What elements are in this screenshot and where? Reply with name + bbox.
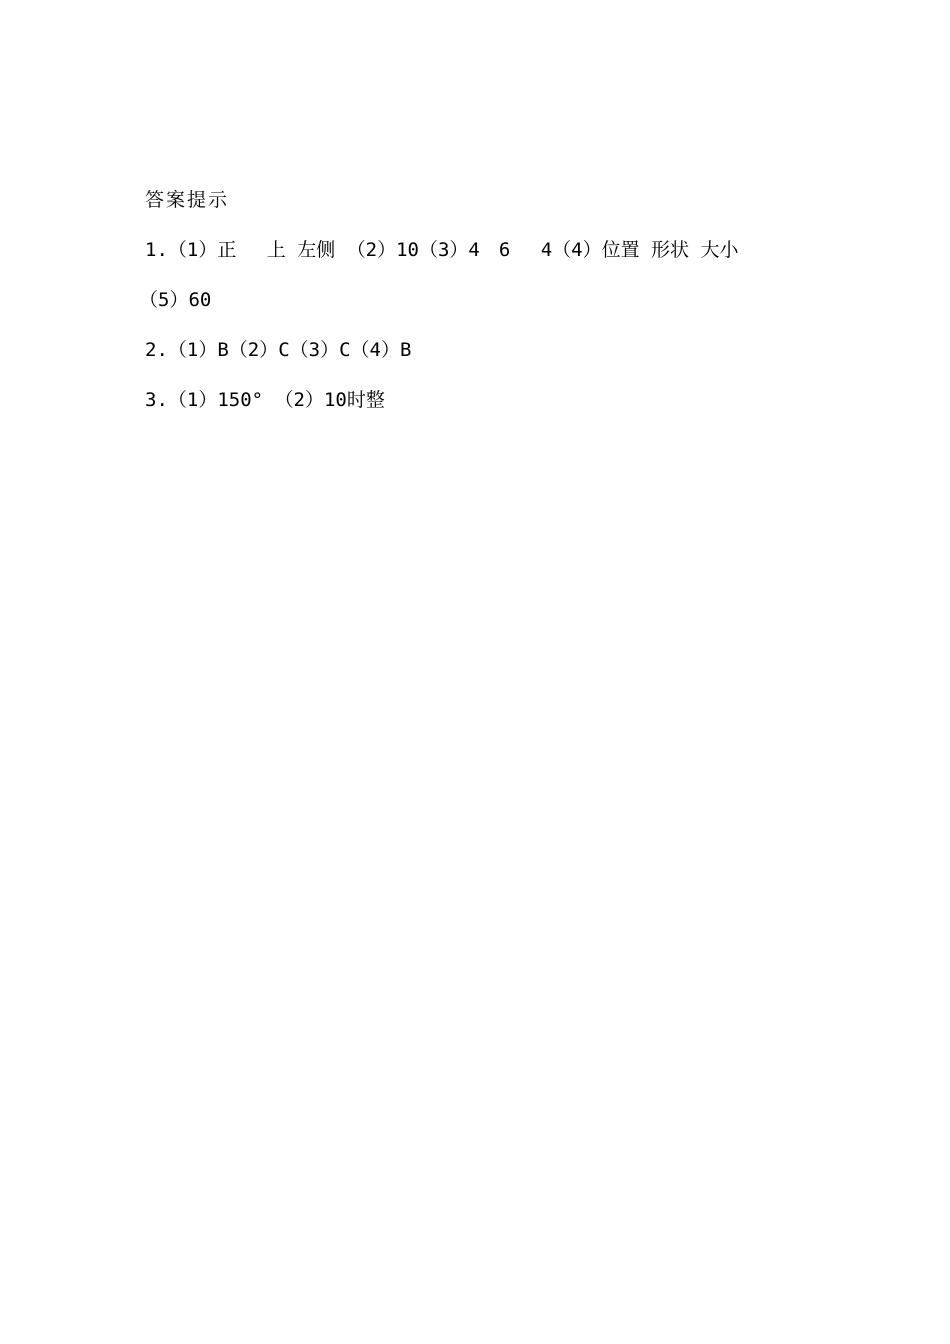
- answer-line-1-continued: （5）60: [139, 289, 212, 311]
- page-title: 答案提示: [145, 189, 230, 211]
- answer-line-1: 1.（1）正 上 左侧 （2）10（3）4 6 4（4）位置 形状 大小: [145, 239, 739, 261]
- answer-line-2: 2.（1）B（2）C（3）C（4）B: [145, 339, 412, 361]
- answer-section: [139, 186, 825, 436]
- answer-line-3: 3.（1）150° （2）10时整: [145, 389, 385, 411]
